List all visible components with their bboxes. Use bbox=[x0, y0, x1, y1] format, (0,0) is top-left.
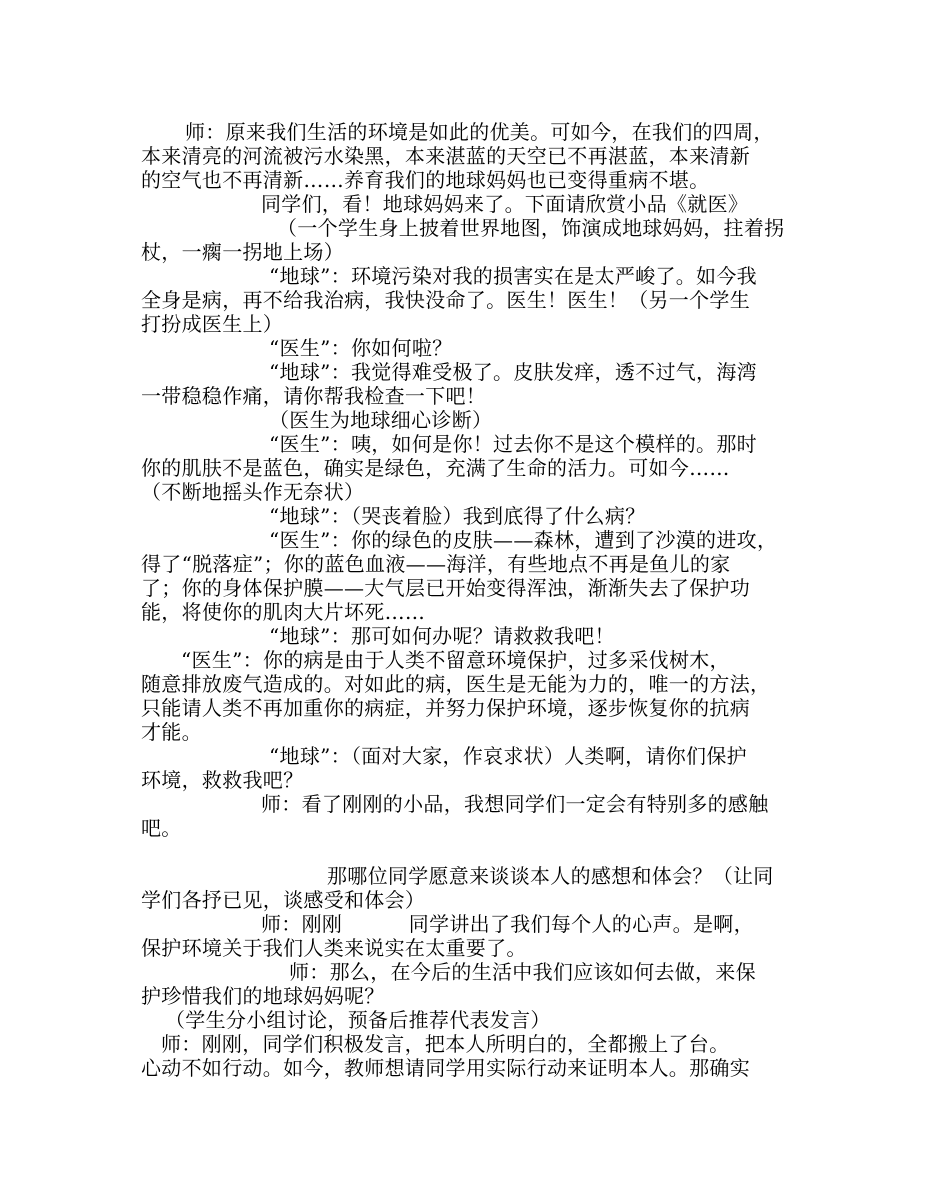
text-line: 保护环境关于我们人类来说实在太重要了。 bbox=[141, 936, 527, 960]
text-line: 打扮成医生上） bbox=[141, 312, 284, 336]
text-line: （不断地摇头作无奈状） bbox=[141, 480, 365, 504]
text-line: 你的肌肤不是蓝色，确实是绿色，充满了生命的活力。可如今…… bbox=[141, 456, 730, 480]
text-line: （医生为地球细心诊断） bbox=[269, 408, 493, 432]
text-line: （学生分小组讨论，预备后推荐代表发言） bbox=[165, 1008, 551, 1032]
text-line: 师：看了刚刚的小品，我想同学们一定会有特别多的感触 bbox=[261, 792, 769, 816]
text-line: 师：刚刚 同学讲出了我们每个人的心声。是啊， bbox=[261, 912, 754, 936]
text-line: “医生”：你的绿色的皮肤——森林，遭到了沙漠的进攻， bbox=[269, 528, 778, 552]
text-line: 师：刚刚，同学们积极发言，把本人所明白的，全都搬上了台。 bbox=[161, 1032, 730, 1056]
text-line: “地球”：那可如何办呢？请救救我吧！ bbox=[269, 624, 615, 648]
text-line: “医生”：你如何啦？ bbox=[269, 336, 453, 360]
text-line: 吧。 bbox=[141, 816, 182, 840]
text-line: 一带稳稳作痛，请你帮我检查一下吧！ bbox=[141, 384, 487, 408]
text-line: “医生”：你的病是由于人类不留意环境保护，过多采伐树木， bbox=[181, 648, 730, 672]
text-line: 只能请人类不再加重你的病症，并努力保护环境，逐步恢复你的抗病 bbox=[141, 696, 750, 720]
text-line: 杖，一瘸一拐地上场） bbox=[141, 240, 344, 264]
text-line: 护珍惜我们的地球妈妈呢？ bbox=[141, 984, 385, 1008]
text-line: 心动不如行动。如今，教师想请同学用实际行动来证明本人。那确实 bbox=[141, 1056, 750, 1080]
text-line: “地球”：环境污染对我的损害实在是太严峻了。如今我 bbox=[269, 264, 757, 288]
document-body bbox=[141, 120, 813, 1080]
text-line: 学们各抒已见，谈感受和体会） bbox=[141, 888, 426, 912]
blank-line bbox=[141, 840, 813, 864]
text-line: 才能。 bbox=[141, 720, 202, 744]
text-line: 师：原来我们生活的环境是如此的优美。可如今，在我们的四周， bbox=[185, 120, 774, 144]
text-line: （一个学生身上披着世界地图，饰演成地球妈妈，拄着拐 bbox=[277, 216, 785, 240]
text-line: 那哪位同学愿意来谈谈本人的感想和体会？（让同 bbox=[327, 864, 774, 888]
text-line: “医生”：咦，如何是你！过去你不是这个模样的。那时 bbox=[269, 432, 757, 456]
text-line: “地球”：（哭丧着脸）我到底得了什么病？ bbox=[269, 504, 646, 528]
text-line: 全身是病，再不给我治病，我快没命了。医生！医生！（另一个学生 bbox=[141, 288, 750, 312]
text-line: 能，将使你的肌肉大片坏死…… bbox=[141, 600, 426, 624]
text-line: 随意排放废气造成的。对如此的病，医生是无能为力的，唯一的方法， bbox=[141, 672, 771, 696]
text-line: “地球”：我觉得难受极了。皮肤发痒，透不过气，海湾 bbox=[269, 360, 757, 384]
text-line: 本来清亮的河流被污水染黑，本来湛蓝的天空已不再湛蓝，本来清新 bbox=[141, 144, 750, 168]
text-line: 同学们，看！地球妈妈来了。下面请欣赏小品《就医》 bbox=[261, 192, 749, 216]
text-line: 环境，救救我吧？ bbox=[141, 768, 304, 792]
text-line: “地球”：（面对大家，作哀求状）人类啊，请你们保护 bbox=[269, 744, 747, 768]
text-line: 的空气也不再清新……养育我们的地球妈妈也已变得重病不堪。 bbox=[141, 168, 710, 192]
text-line: 得了“脱落症”；你的蓝色血液——海洋，有些地点不再是鱼儿的家 bbox=[141, 552, 731, 576]
text-line: 师：那么，在今后的生活中我们应该如何去做，来保 bbox=[289, 960, 756, 984]
text-line: 了；你的身体保护膜——大气层已开始变得浑浊，渐渐失去了保护功 bbox=[141, 576, 750, 600]
